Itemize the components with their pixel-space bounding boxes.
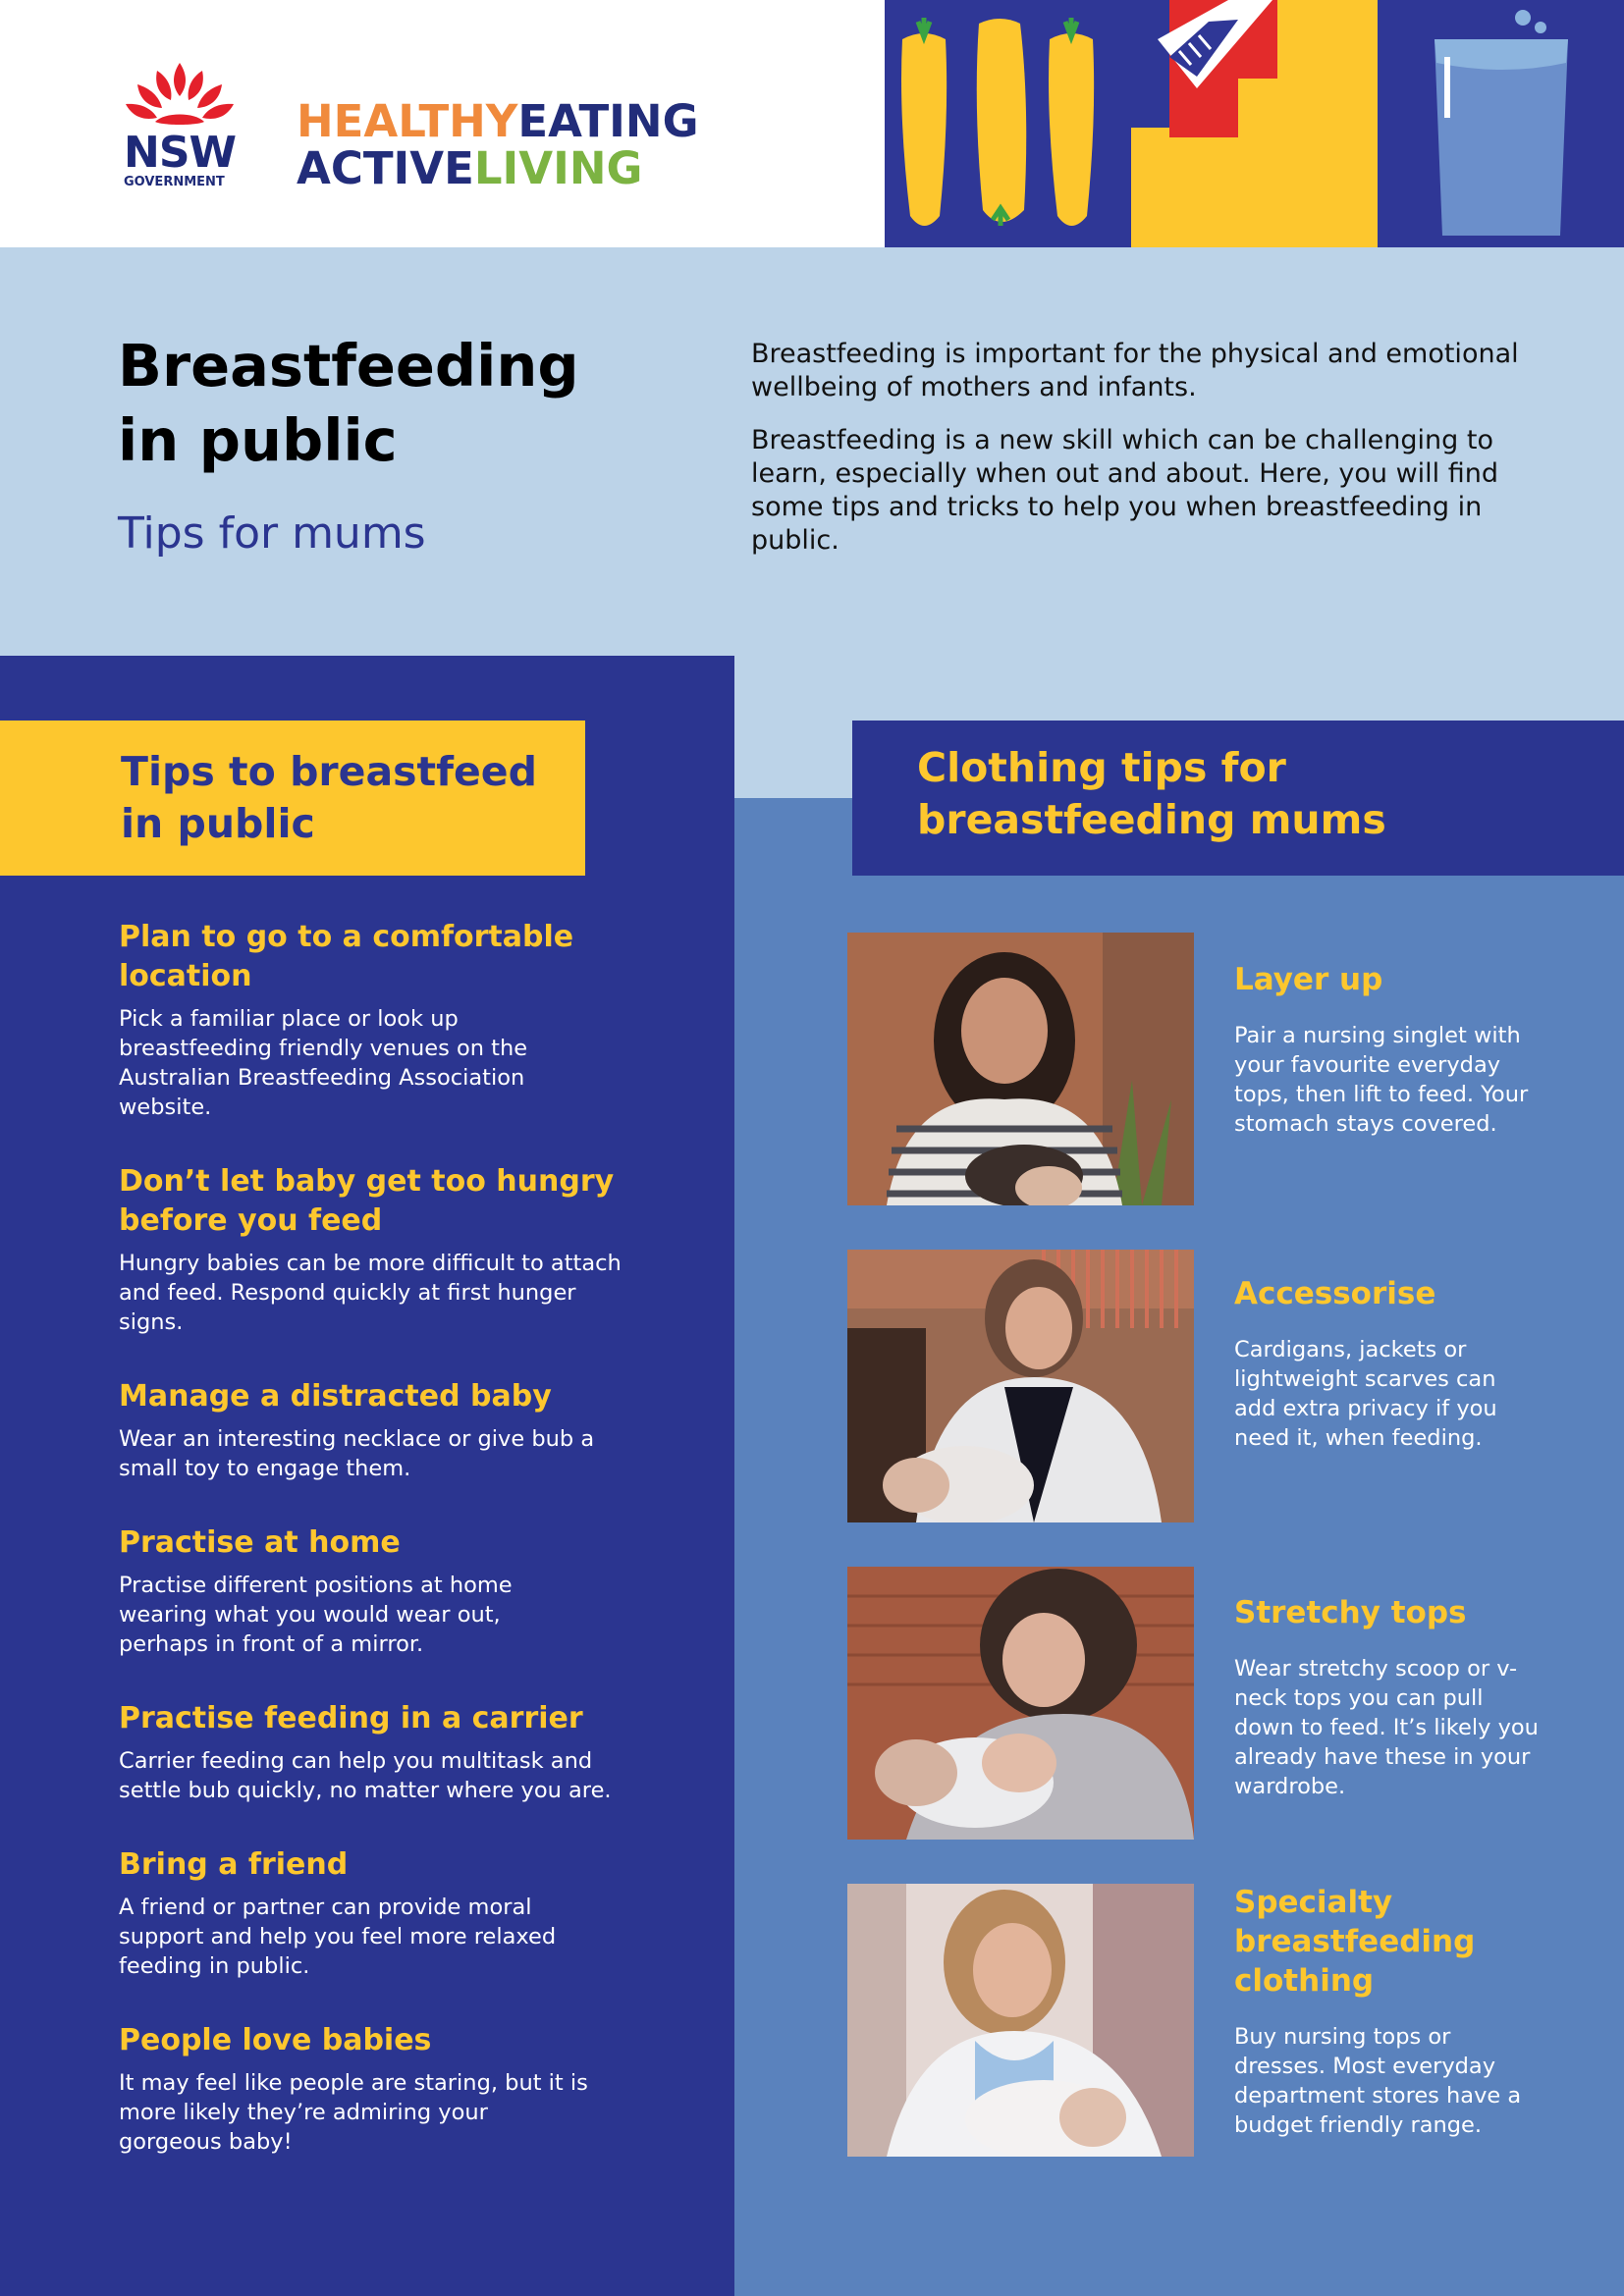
clothing-tip-layer-up xyxy=(1234,960,1607,1139)
title-line-1: Breastfeeding xyxy=(118,332,579,400)
clothing-tip-title: Stretchy tops xyxy=(1234,1595,1467,1630)
tips-heading xyxy=(121,746,537,850)
clothing-tip-title: Specialty breastfeeding clothing xyxy=(1234,1885,1476,1999)
tip-carrier-feeding xyxy=(119,1699,639,1805)
nsw-wordmark: NSW xyxy=(124,128,237,178)
tip-practise-home xyxy=(119,1523,639,1659)
tip-title: Bring a friend xyxy=(119,1847,349,1882)
tip-people-love-babies xyxy=(119,2021,639,2157)
tip-title: Practise at home xyxy=(119,1525,401,1560)
clothing-heading xyxy=(917,742,1386,846)
page-title xyxy=(118,329,579,478)
tip-text: Practise different positions at home wearing what you would wear out, perhaps in front of a mirror. xyxy=(119,1573,513,1657)
tip-distracted-baby xyxy=(119,1377,639,1483)
clothing-tip-specialty-clothing xyxy=(1234,1883,1607,2140)
water-glass-icon xyxy=(1378,0,1624,247)
brand-eating: EATING xyxy=(517,95,699,147)
intro-paragraph-2: Breastfeeding is a new skill which can be challenging to learn, especially when out and about. Here, you will find some tips and tricks to help you when breastfeeding in public. xyxy=(751,425,1499,556)
running-shoe-icon xyxy=(1131,0,1378,247)
clothing-heading-line-1: Clothing tips for xyxy=(917,744,1286,791)
clothing-tip-text: Cardigans, jackets or lightweight scarves can add extra privacy if you need it, when feeding. xyxy=(1234,1337,1497,1451)
brand-healthy: HEALTHY xyxy=(297,95,518,147)
clothing-tip-text: Pair a nursing singlet with your favourite everyday tops, then lift to feed. Your stomach stays covered. xyxy=(1234,1023,1529,1137)
clothing-heading-line-2: breastfeeding mums xyxy=(917,796,1386,843)
photo-layer-up xyxy=(847,933,1194,1205)
tip-text: A friend or partner can provide moral support and help you feel more relaxed feeding in public. xyxy=(119,1895,557,1979)
tip-title: Plan to go to a comfortable location xyxy=(119,920,574,993)
clothing-tip-stretchy-tops xyxy=(1234,1593,1607,1801)
photo-accessorise xyxy=(847,1250,1194,1522)
clothing-tip-text: Wear stretchy scoop or v-neck tops you can pull down to feed. It’s likely you already have these in your wardrobe. xyxy=(1234,1656,1539,1799)
tip-bring-friend xyxy=(119,1845,639,1981)
mother-nursing-grey-top-image xyxy=(847,1567,1194,1840)
carrots-icon xyxy=(885,0,1131,247)
mother-nursing-striped-top-image xyxy=(847,933,1194,1205)
header-illustration-tiles xyxy=(885,0,1624,247)
brand-living: LIVING xyxy=(473,142,643,194)
tips-heading-line-2: in public xyxy=(121,800,315,847)
clothing-tip-accessorise xyxy=(1234,1274,1607,1453)
tip-comfortable-location xyxy=(119,918,639,1122)
brand-active: ACTIVE xyxy=(297,142,474,194)
page-subtitle: Tips for mums xyxy=(118,508,426,559)
tip-title: Manage a distracted baby xyxy=(119,1379,552,1414)
intro-paragraph-1: Breastfeeding is important for the physical and emotional wellbeing of mothers and infants. xyxy=(751,339,1519,402)
tip-hungry-baby xyxy=(119,1162,639,1337)
tip-text: Carrier feeding can help you multitask and settle bub quickly, no matter where you are. xyxy=(119,1748,612,1803)
brand-line-2 xyxy=(297,142,643,194)
tip-text: Wear an interesting necklace or give bub a small toy to engage them. xyxy=(119,1426,595,1481)
clothing-tip-title: Layer up xyxy=(1234,962,1383,997)
tip-title: People love babies xyxy=(119,2023,432,2057)
photo-specialty-clothing xyxy=(847,1884,1194,2157)
nsw-government-label: GOVERNMENT xyxy=(124,175,225,189)
tip-title: Don’t let baby get too hungry before you feed xyxy=(119,1164,615,1238)
title-line-2: in public xyxy=(118,406,398,474)
tip-text: Pick a familiar place or look up breastfeeding friendly venues on the Australian Breastfeeding Association website. xyxy=(119,1006,528,1120)
tips-heading-line-1: Tips to breastfeed xyxy=(121,748,537,795)
tip-text: It may feel like people are staring, but it is more likely they’re admiring your gorgeous baby! xyxy=(119,2070,588,2155)
tip-title: Practise feeding in a carrier xyxy=(119,1701,583,1735)
photo-stretchy-tops xyxy=(847,1567,1194,1840)
tip-text: Hungry babies can be more difficult to attach and feed. Respond quickly at first hunger signs. xyxy=(119,1251,622,1335)
mother-nursing-cardigan-image xyxy=(847,1250,1194,1522)
brand-line-1 xyxy=(297,95,699,147)
clothing-tip-title: Accessorise xyxy=(1234,1276,1436,1311)
mother-nursing-specialty-top-image xyxy=(847,1884,1194,2157)
clothing-tip-text: Buy nursing tops or dresses. Most everyday department stores have a budget friendly range. xyxy=(1234,2024,1522,2138)
